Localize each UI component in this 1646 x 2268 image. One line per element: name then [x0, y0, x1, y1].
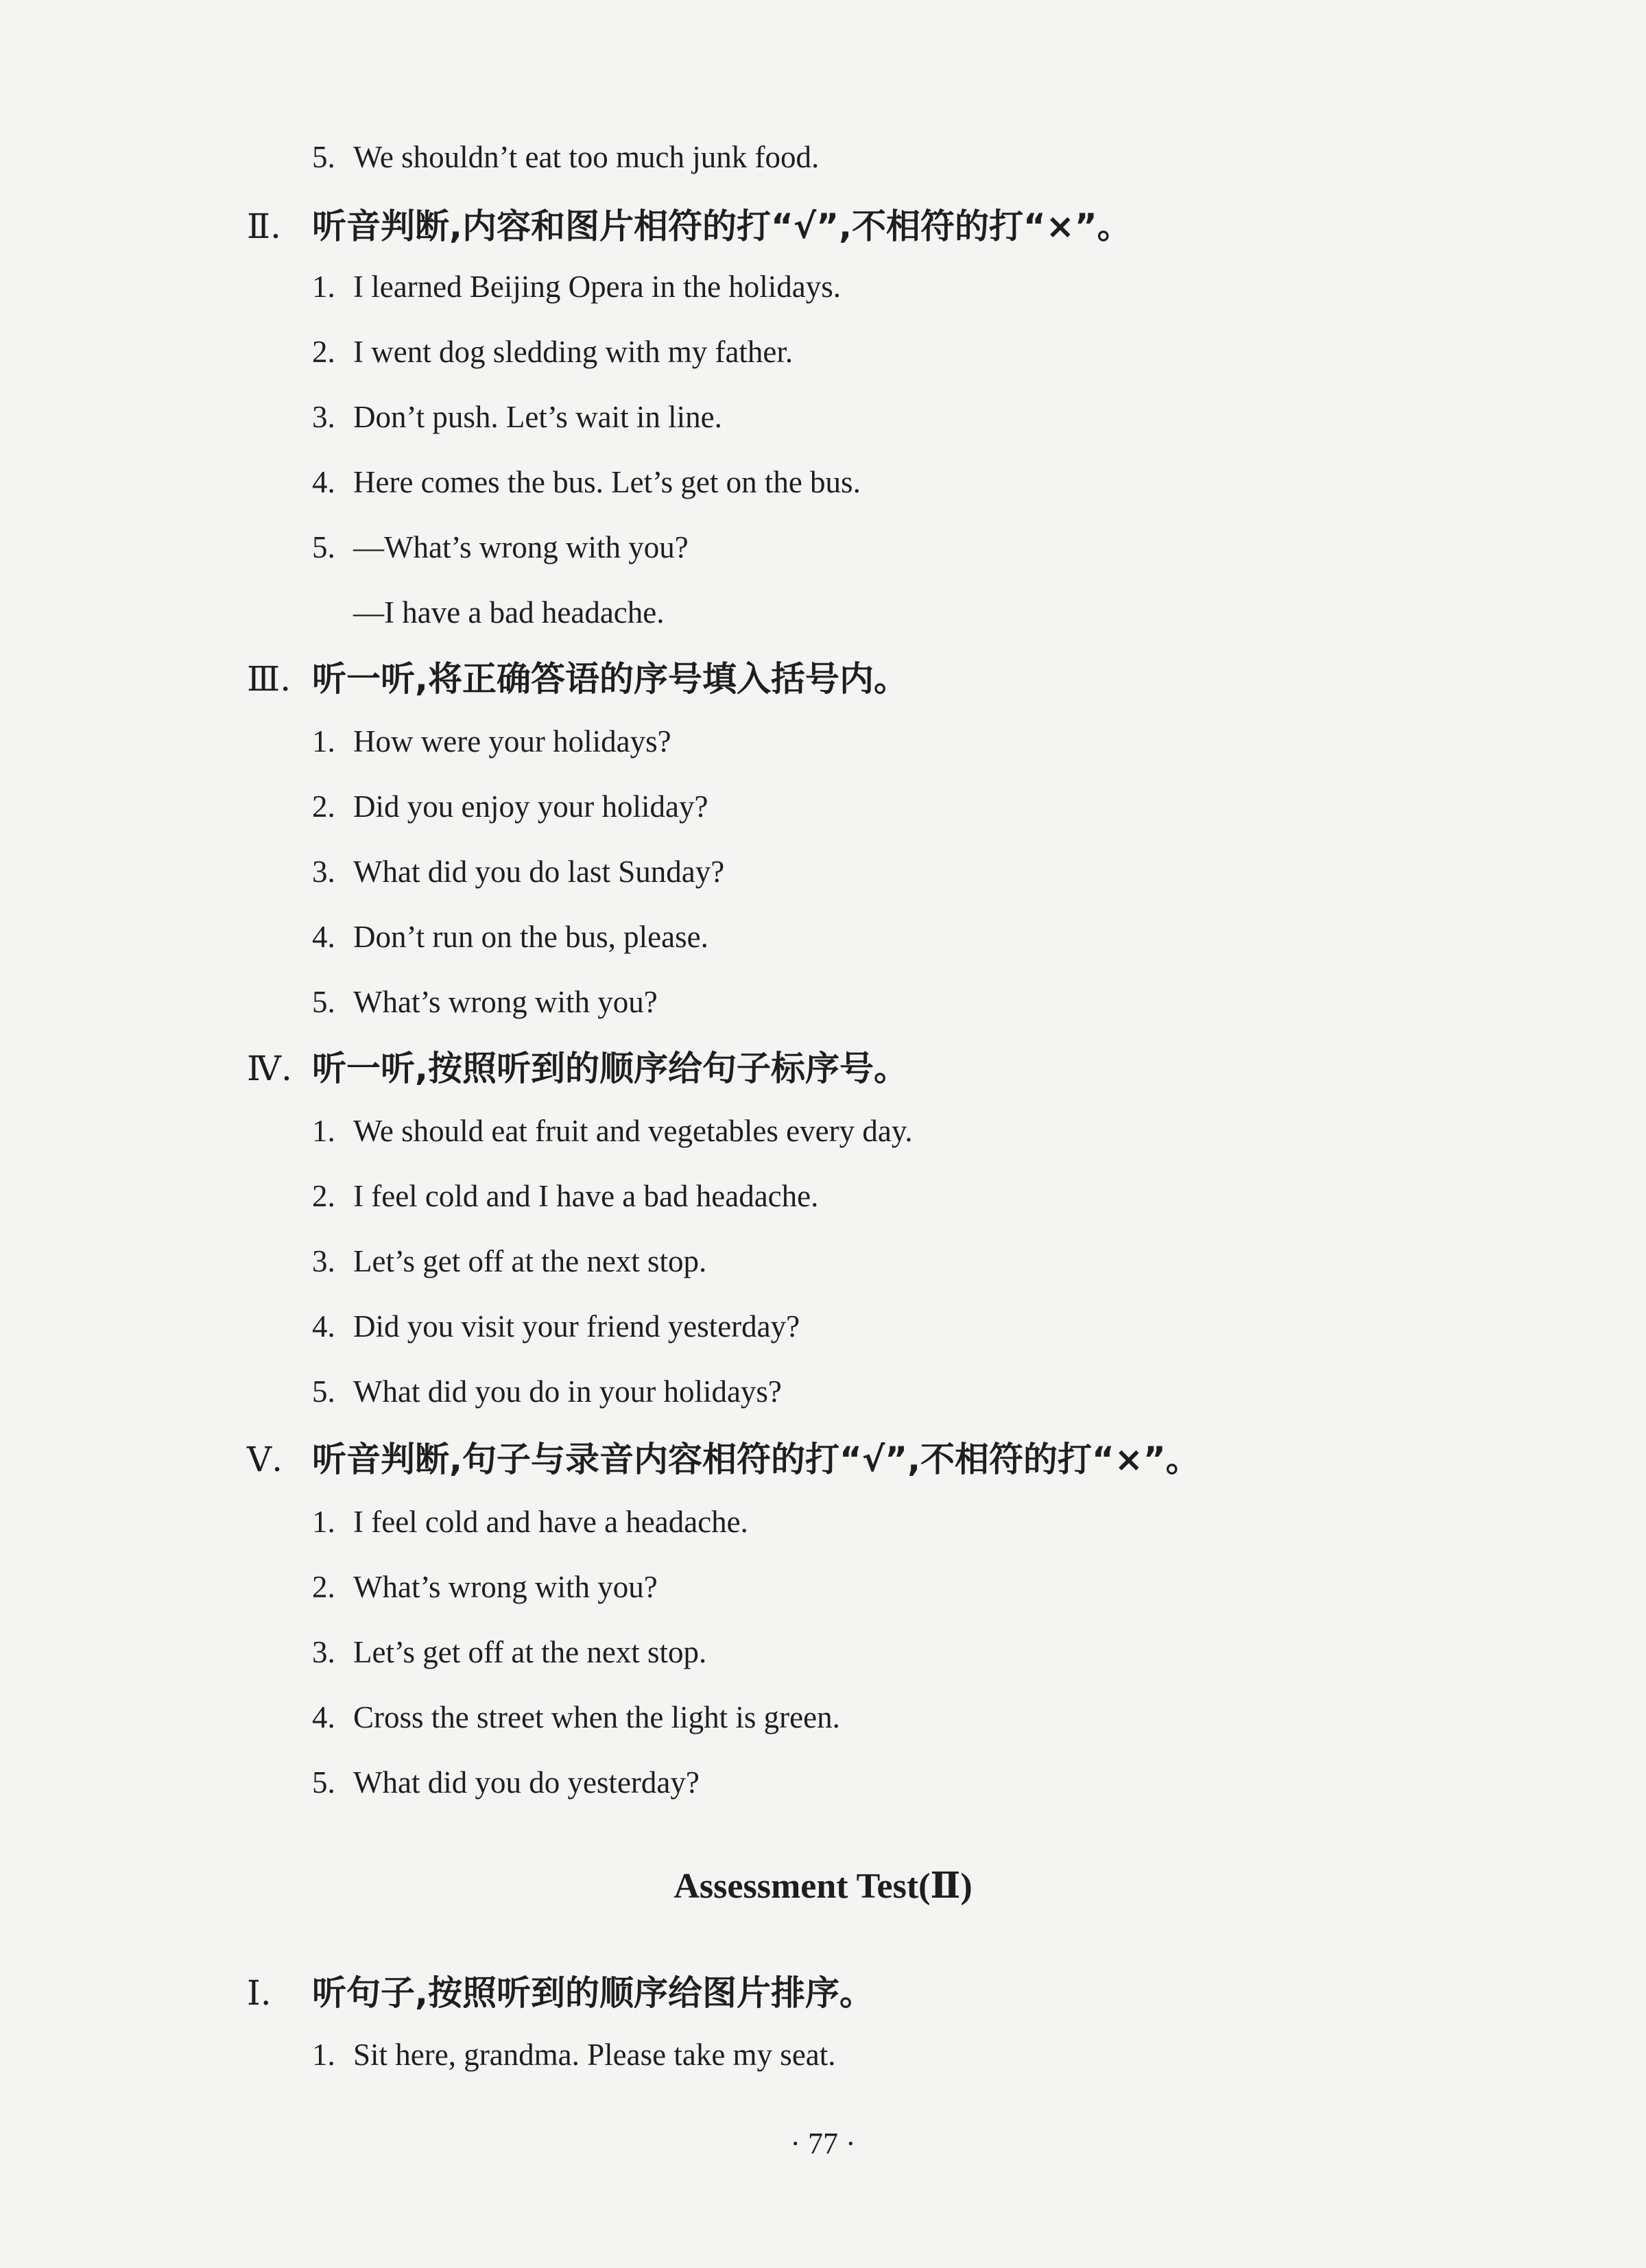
list-item: 5. —What’s wrong with you? [312, 530, 689, 564]
list-item: 2. I went dog sledding with my father. [312, 335, 794, 369]
list-item: 5. What’s wrong with you? [312, 985, 658, 1019]
list-item: 2. What’s wrong with you? [312, 1570, 658, 1604]
list-item: 2. Did you enjoy your holiday? [312, 789, 708, 824]
section-heading-2: Ⅱ. 听音判断,内容和图片相符的打“√”,不相符的打“×”。 [247, 206, 1132, 246]
list-item: 3. Don’t push. Let’s wait in line. [312, 400, 722, 434]
list-item: 5. What did you do yesterday? [312, 1765, 700, 1800]
list-item: 1. How were your holidays? [312, 724, 671, 759]
list-item: 1. I learned Beijing Opera in the holidays. [312, 270, 842, 304]
list-item: 4. Did you visit your friend yesterday? [312, 1309, 800, 1344]
list-item: 5. We shouldn’t eat too much junk food. [312, 140, 820, 174]
list-item: 3. Let’s get off at the next stop. [312, 1635, 707, 1669]
list-item: 3. What did you do last Sunday? [312, 855, 725, 889]
list-item: 4. Cross the street when the light is green. [312, 1700, 840, 1734]
list-item: 3. Let’s get off at the next stop. [312, 1244, 707, 1278]
list-item: 1. I feel cold and have a headache. [312, 1505, 748, 1539]
list-item-continuation: —I have a bad headache. [353, 595, 665, 630]
list-item: 5. What did you do in your holidays? [312, 1374, 782, 1409]
list-item: 1. Sit here, grandma. Please take my seat. [312, 2038, 836, 2072]
list-item: 2. I feel cold and I have a bad headache. [312, 1179, 819, 1213]
list-item: 4. Here comes the bus. Let’s get on the bus. [312, 465, 861, 499]
page-number: · 77 · [790, 2127, 856, 2160]
assessment-title: Assessment Test(Ⅱ) [673, 1867, 973, 1906]
section-heading-3: Ⅲ. 听一听,将正确答语的序号填入括号内。 [247, 659, 908, 699]
list-item: 1. We should eat fruit and vegetables every day. [312, 1114, 913, 1148]
list-item: 4. Don’t run on the bus, please. [312, 920, 708, 954]
section-heading-5: Ⅴ. 听音判断,句子与录音内容相符的打“√”,不相符的打“×”。 [247, 1440, 1200, 1479]
section-heading-4: Ⅳ. 听一听,按照听到的顺序给句子标序号。 [247, 1049, 908, 1088]
section-heading-test2-1: Ⅰ. 听句子,按照听到的顺序给图片排序。 [247, 1973, 874, 2013]
